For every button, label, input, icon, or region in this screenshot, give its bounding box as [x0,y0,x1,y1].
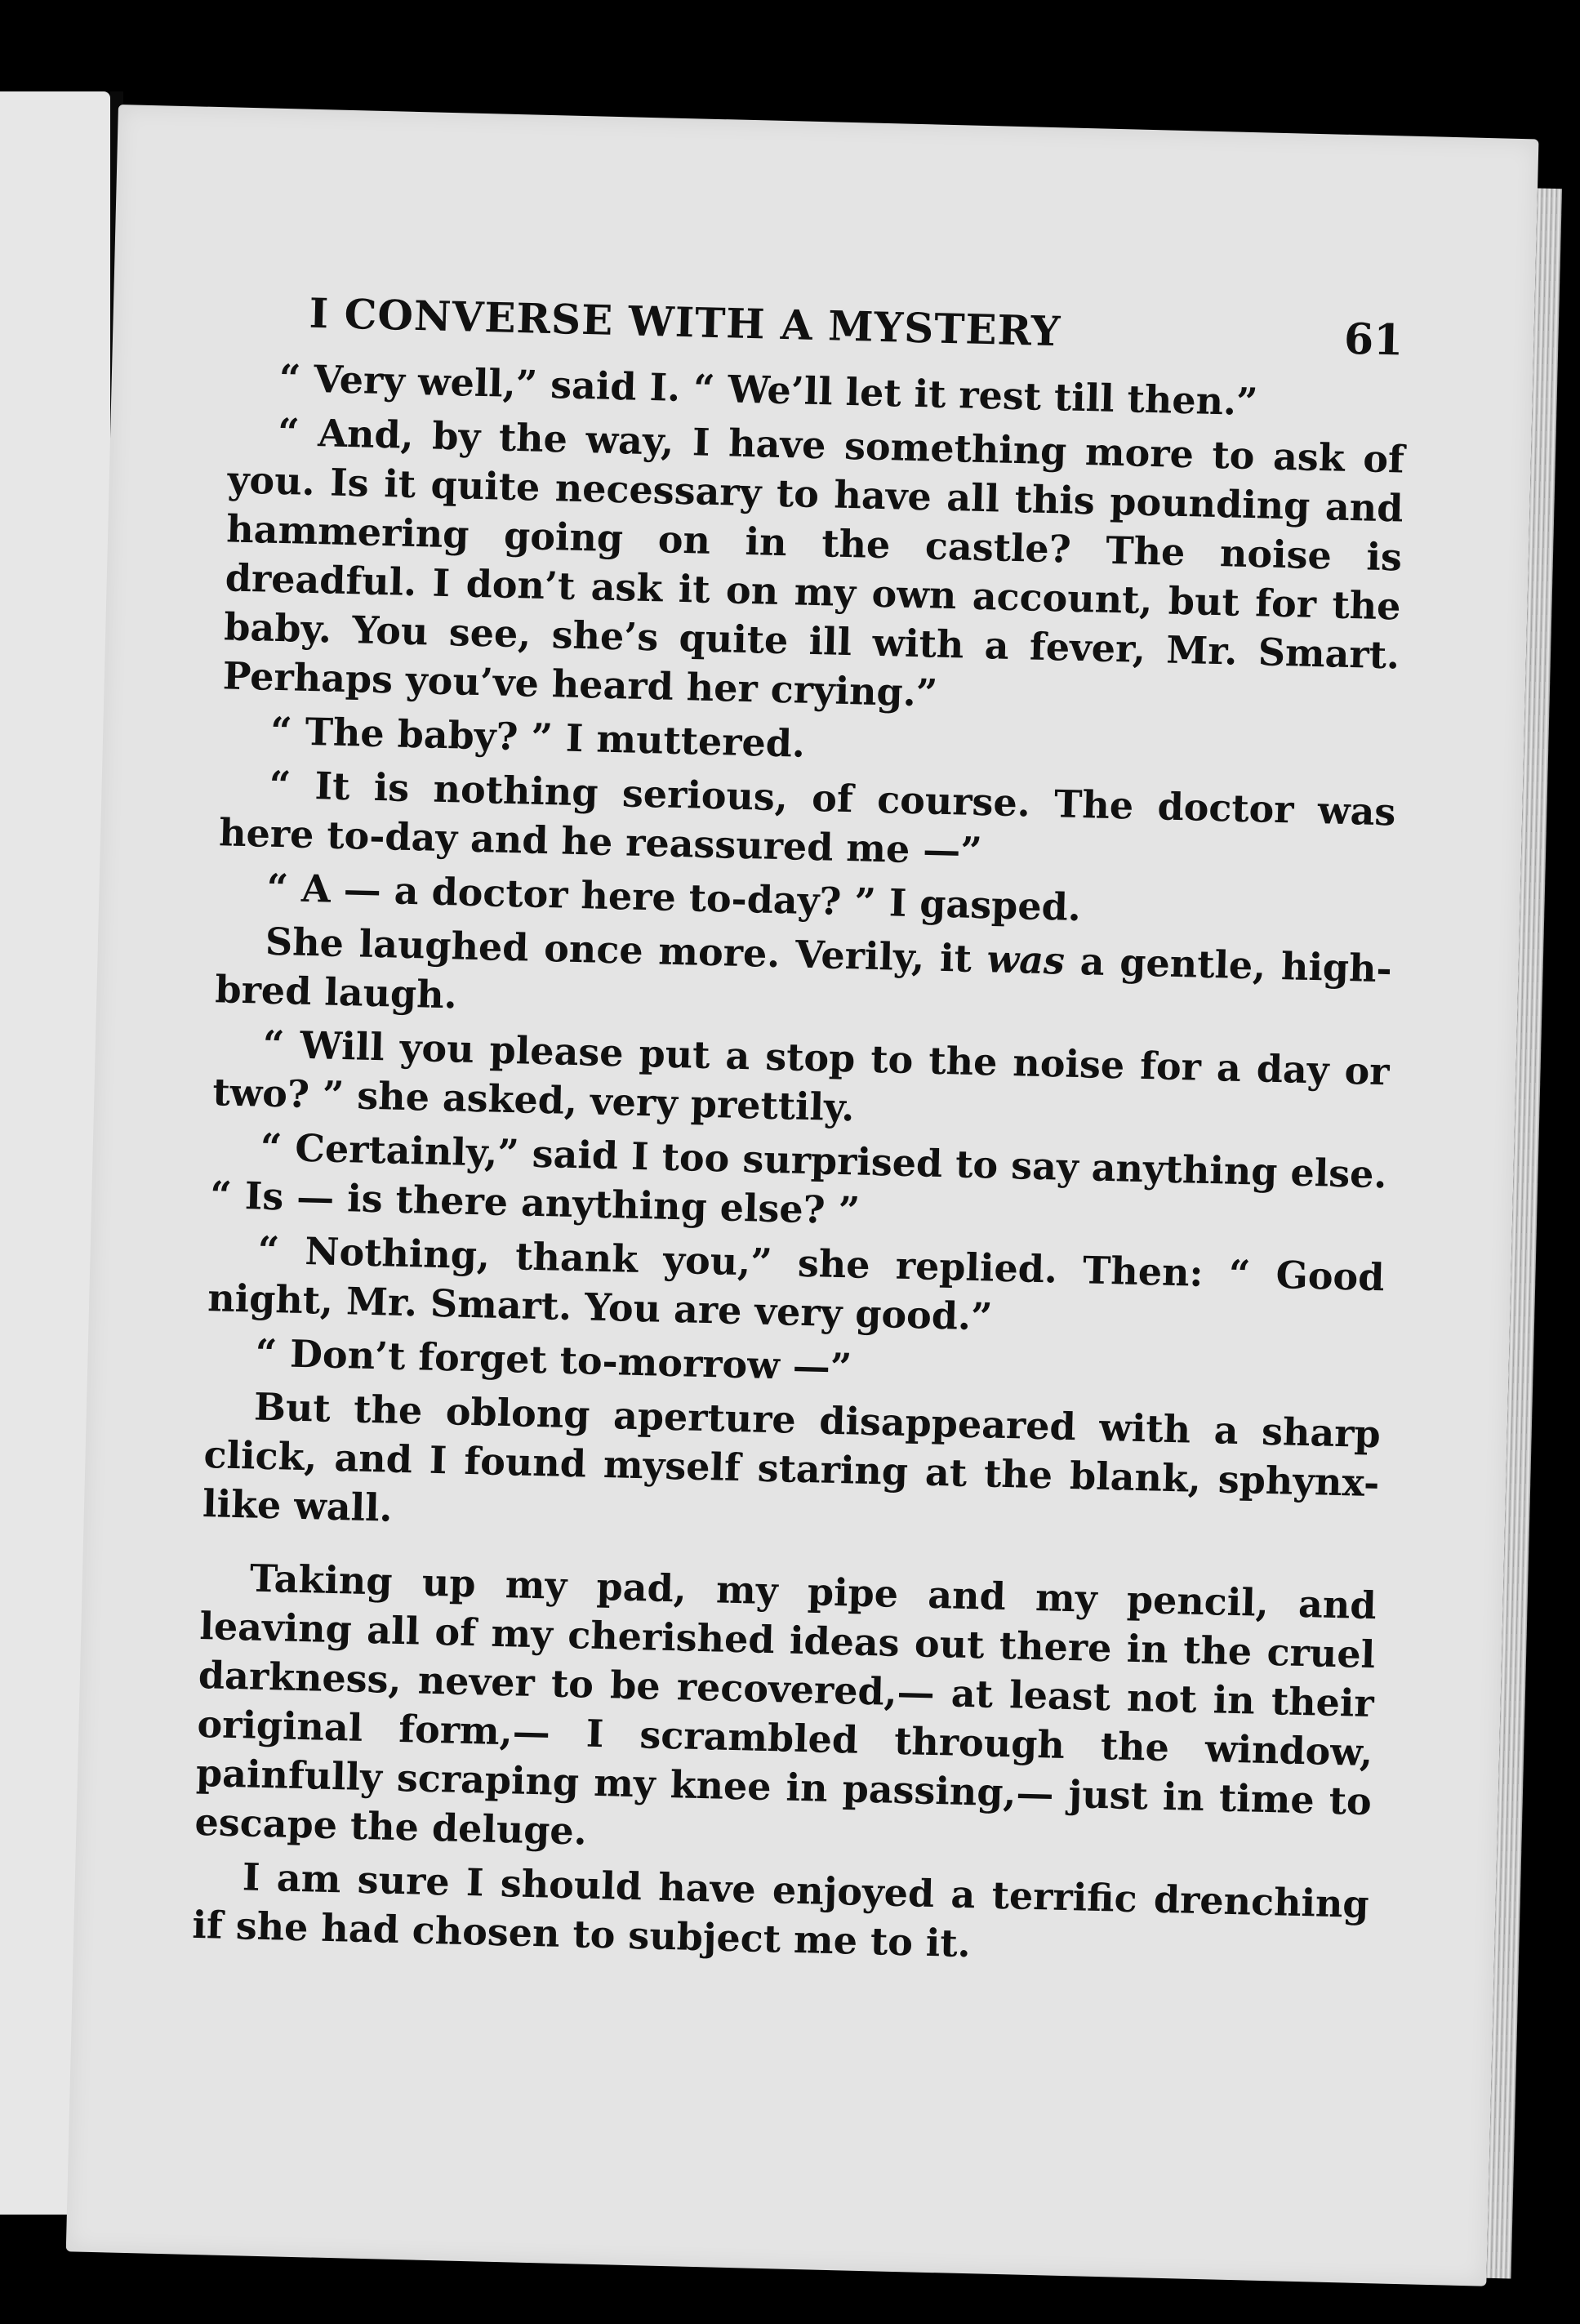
paragraph: “ Certainly,” said I too surprised to say anything else. “ Is — is there anything else? ” [209,1124,1388,1233]
running-head: I CONVERSE WITH A MYSTERY [309,288,1061,356]
body-text [192,352,1406,1978]
paragraph: “ The baby? ” I muttered. [269,708,806,766]
page-number: 61 [1343,314,1404,366]
emphasized-word: was [986,937,1066,983]
paragraph-text: a gentle, high-bred laugh. [214,938,1393,1017]
paragraph: I am sure I should have enjoyed a terrific drenching if she had chosen to subject me to it. [191,1854,1370,1966]
page-edge-stack [1486,188,1562,2278]
paragraph: “ Very well,” said I. “ We’ll let it rest till then.” [278,355,1259,425]
paragraph: But the oblong aperture disappeared with a sharp click, and I found myself staring at the blank, sphynx-like wall. [202,1384,1382,1530]
book-page [66,105,1539,2286]
paragraph: “ It is nothing serious, of course. The doctor was here to-day and he reassured me —” [218,762,1396,874]
paragraph: Taking up my pad, my pipe and my pencil, and leaving all of my cherished ideas out there in the cruel darkness, never to be recovered,— at least not in their original form,— I scrambled through the window, painfully scraping my knee in passing,— just in time to escape the deluge. [194,1556,1377,1854]
paragraph: “ A — a doctor here to-day? ” I gasped. [265,865,1082,930]
paragraph: “ And, by the way, I have something more to ask of you. Is it quite necessary to have all this pounding and hammering going on in the castle? The noise is dreadful. I don’t ask it on my own account, but for the baby. You see, she’s quite ill with a fever, Mr. Smart. Perhaps you’ve heard her crying.” [222,409,1405,715]
paragraph-text: She laughed once more. Verily, it [265,919,988,982]
paragraph: “ Nothing, thank you,” she replied. Then: “ Good night, Mr. Smart. You are very good.” [207,1227,1386,1339]
paragraph: “ Don’t forget to-morrow —” [255,1330,852,1390]
paragraph: “ Will you please put a stop to the noise for a day or two? ” she asked, very prettily. [211,1022,1391,1130]
